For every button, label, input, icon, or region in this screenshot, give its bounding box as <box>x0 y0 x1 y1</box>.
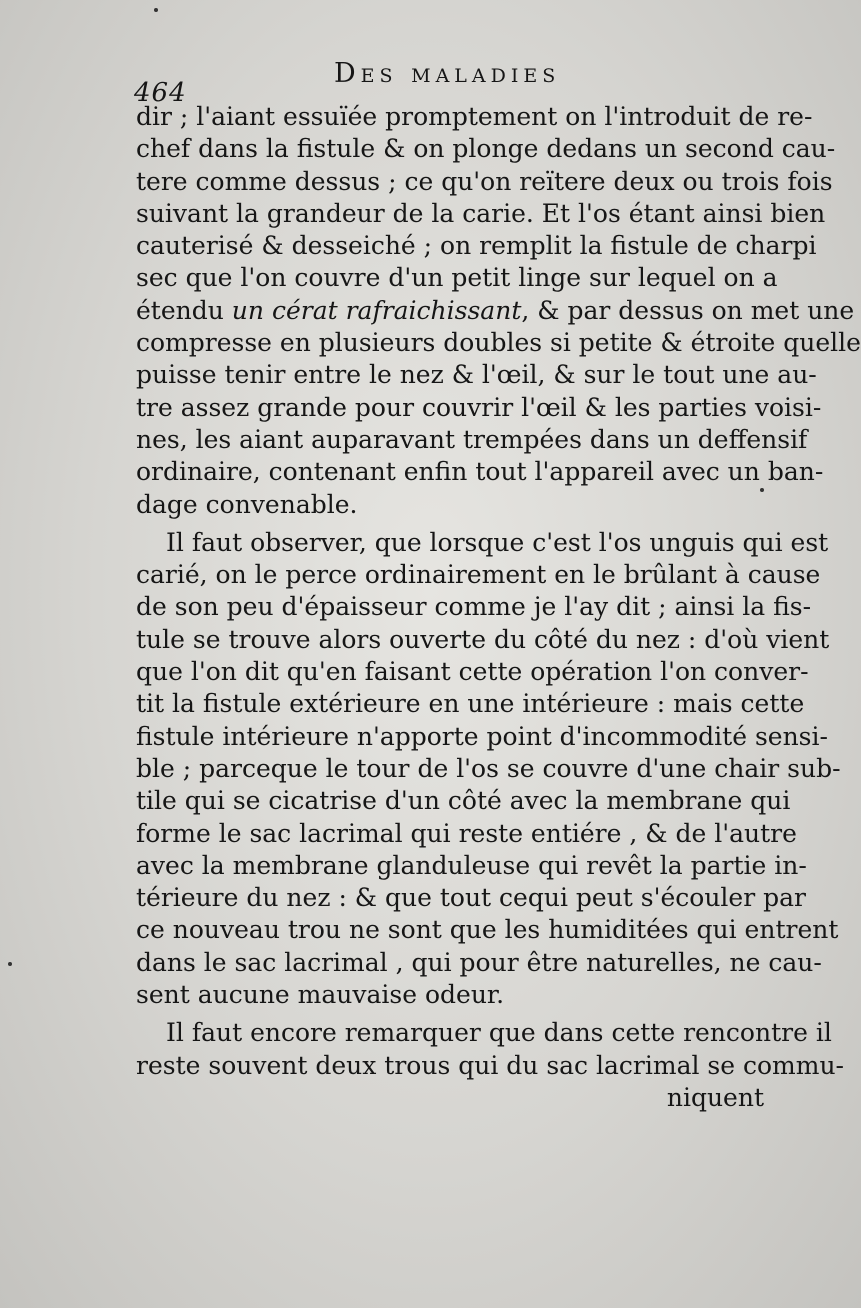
text-line: avec la membrane glanduleuse qui revêt la partie in- <box>136 850 807 880</box>
text-line: dage convenable. <box>136 489 358 519</box>
running-head: Des maladies <box>334 58 561 89</box>
text-fragment: , & par dessus on met une <box>521 295 855 325</box>
page-number: 464 <box>134 78 187 108</box>
catchword: niquent <box>666 1082 764 1112</box>
body-text <box>136 101 861 1114</box>
text-line: forme le sac lacrimal qui reste entiére , & de l'autre <box>136 818 797 848</box>
text-line: tit la fistule extérieure en une intérieure : mais cette <box>136 689 805 719</box>
text-line: tule se trouve alors ouverte du côté du nez : d'où vient <box>136 624 830 654</box>
text-line: de son peu d'épaisseur comme je l'ay dit ; ainsi la fis- <box>136 592 812 622</box>
text-line <box>136 295 855 327</box>
text-line: suivant la grandeur de la carie. Et l'os étant ainsi bien <box>136 198 826 228</box>
text-line: cauterisé & desseiché ; on remplit la fistule de charpi <box>136 231 817 261</box>
text-line: Il faut encore remarquer que dans cette rencontre il <box>166 1018 832 1048</box>
text-line: puisse tenir entre le nez & l'œil, & sur le tout une au- <box>136 360 817 390</box>
text-line: tre assez grande pour couvrir l'œil & les parties voisi- <box>136 392 822 422</box>
text-line: dans le sac lacrimal , qui pour être naturelles, ne cau- <box>136 947 822 977</box>
ink-speck <box>760 488 764 492</box>
ink-speck <box>154 8 158 12</box>
text-line: térieure du nez : & que tout cequi peut s'écouler par <box>136 883 806 913</box>
text-line: reste souvent deux trous qui du sac lacrimal se commu- <box>136 1050 844 1080</box>
text-line: que l'on dit qu'en faisant cette opération l'on conver- <box>136 657 809 687</box>
text-line: ble ; parceque le tour de l'os se couvre d'une chair sub- <box>136 753 841 783</box>
text-line: fistule intérieure n'apporte point d'incommodité sensi- <box>136 721 828 751</box>
text-line: tere comme dessus ; ce qu'on reïtere deux ou trois fois <box>136 166 833 196</box>
text-line: chef dans la fistule & on plonge dedans un second cau- <box>136 134 836 164</box>
text-line: nes, les aiant auparavant trempées dans un deffensif <box>136 424 808 454</box>
text-line: sec que l'on couvre d'un petit linge sur lequel on a <box>136 263 778 293</box>
text-line: Il faut observer, que lorsque c'est l'os unguis qui est <box>166 527 829 557</box>
text-line: carié, on le perce ordinairement en le brûlant à cause <box>136 560 821 590</box>
ink-speck <box>8 962 12 966</box>
text-line: sent aucune mauvaise odeur. <box>136 980 505 1010</box>
text-line: tile qui se cicatrise d'un côté avec la membrane qui <box>136 786 791 816</box>
text-line: dir ; l'aiant essuïée promptement on l'introduit de re- <box>136 102 813 131</box>
italic-phrase: un cérat rafraichissant <box>231 295 522 325</box>
text-line: ce nouveau trou ne sont que les humiditées qui entrent <box>136 915 839 945</box>
text-line: compresse en plusieurs doubles si petite & étroite quelle <box>136 328 861 358</box>
text-fragment: étendu <box>136 295 232 325</box>
text-line: ordinaire, contenant enfin tout l'appareil avec un ban- <box>136 457 824 487</box>
